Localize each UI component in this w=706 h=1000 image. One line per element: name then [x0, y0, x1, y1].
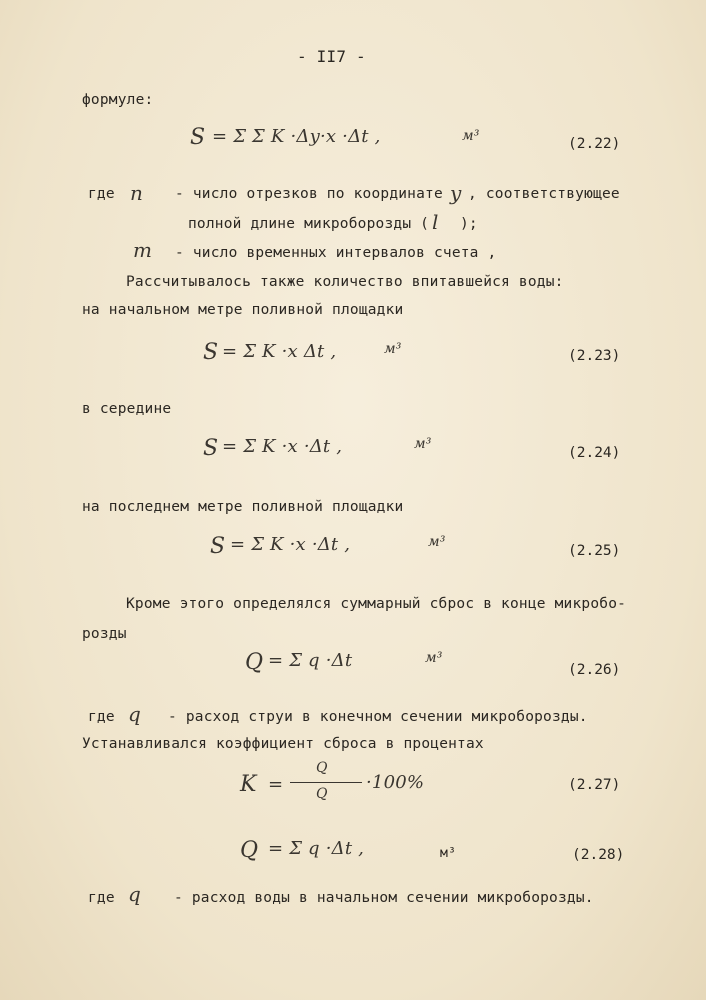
- text-middle: в середине: [82, 401, 172, 417]
- text-formulae-intro: формуле:: [82, 92, 154, 108]
- text-calc: Рассчитывалось также количество впитавшейся воды:: [126, 274, 564, 290]
- eq-2-27-numerator: Q: [316, 760, 328, 776]
- eq-2-27-equals: =: [268, 774, 284, 795]
- eq-2-22-body: = Σ Σ K ·Δy·x ·Δt ,: [212, 126, 381, 147]
- where-n-text2: полной длине микроборозды (: [188, 216, 430, 232]
- symbol-n: n: [130, 181, 144, 205]
- symbol-lk: l: [432, 210, 439, 234]
- eq-2-25-number: (2.25): [568, 543, 621, 559]
- eq-2-23-unit: м³: [384, 341, 402, 357]
- where-m-text: - число временных интервалов счета ,: [175, 245, 497, 261]
- eq-2-24-unit: м³: [414, 436, 432, 452]
- eq-2-28-unit: м³: [440, 846, 457, 861]
- eq-2-24-number: (2.24): [568, 445, 621, 461]
- symbol-qn: q: [128, 882, 142, 906]
- eq-2-26-lhs: Q: [245, 650, 264, 675]
- eq-2-27-fraction-bar: [290, 782, 362, 783]
- eq-2-23-body: = Σ K ·x Δt ,: [222, 341, 337, 362]
- page-number: - II7 -: [297, 47, 366, 66]
- where-qn-text: - расход воды в начальном сечении микроборозды.: [174, 890, 594, 906]
- eq-2-26-body: = Σ q ·Δt: [268, 650, 353, 671]
- eq-2-28-lhs: Q: [240, 838, 259, 863]
- symbol-m: m: [133, 238, 153, 262]
- eq-2-23-number: (2.23): [568, 348, 621, 364]
- eq-2-25-lhs: S: [210, 534, 226, 559]
- text-also-2: розды: [82, 626, 127, 642]
- where-n-text2-end: );: [460, 216, 478, 232]
- eq-2-27-factor: ·100%: [366, 772, 425, 793]
- eq-2-28-body: = Σ q ·Δt ,: [268, 838, 365, 859]
- eq-2-25-unit: м³: [428, 534, 446, 550]
- where-qn-prefix: где: [88, 890, 115, 906]
- eq-2-26-unit: м³: [425, 650, 443, 666]
- text-last-meter: на последнем метре поливной площадки: [82, 499, 404, 515]
- text-first-meter: на начальном метре поливной площадки: [82, 302, 404, 318]
- where-n-prefix: где: [88, 186, 115, 202]
- eq-2-22-lhs: S: [190, 125, 206, 150]
- where-q-prefix: где: [88, 709, 115, 725]
- eq-2-22-number: (2.22): [568, 136, 621, 152]
- text-coef: Устанавливался коэффициент сброса в процентах: [82, 736, 484, 752]
- eq-2-26-number: (2.26): [568, 662, 621, 678]
- eq-2-22-unit: м³: [462, 128, 480, 144]
- symbol-qk: q: [128, 702, 142, 726]
- where-q-text: - расход струи в конечном сечении микроборозды.: [168, 709, 588, 725]
- where-n-text: - число отрезков по координате: [175, 186, 443, 202]
- eq-2-24-lhs: S: [203, 436, 219, 461]
- eq-2-27-number: (2.27): [568, 777, 621, 793]
- eq-2-27-lhs: K: [240, 772, 257, 797]
- eq-2-27-denominator: Q: [316, 786, 328, 802]
- eq-2-23-lhs: S: [203, 340, 219, 365]
- eq-2-24-body: = Σ K ·x ·Δt ,: [222, 436, 343, 457]
- text-also: Кроме этого определялся суммарный сброс в конце микробо-: [126, 596, 627, 612]
- symbol-y: y: [450, 181, 462, 205]
- where-n-text-end: , соответствующее: [468, 186, 620, 202]
- eq-2-28-number: (2.28): [572, 847, 625, 863]
- eq-2-25-body: = Σ K ·x ·Δt ,: [230, 534, 351, 555]
